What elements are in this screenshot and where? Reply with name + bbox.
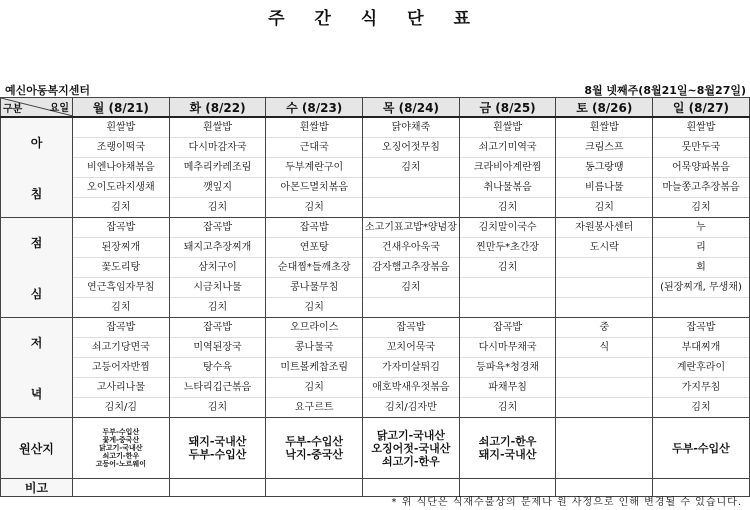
menu-cell <box>556 117 653 218</box>
remark-cell <box>169 479 266 497</box>
page-title: 주 간 식 단 표 <box>268 9 482 29</box>
origin-cell <box>459 418 556 479</box>
menu-item: 계란후라이 <box>653 358 749 378</box>
menu-item: 잡곡밥 <box>73 318 169 338</box>
menu-item: 김치 <box>691 402 711 413</box>
menu-cell <box>169 117 266 218</box>
menu-cell <box>459 117 556 218</box>
meal-body <box>1 117 750 418</box>
day-header: 월 (8/21) <box>73 98 170 118</box>
menu-item: 꼬치어묵국 <box>363 338 459 358</box>
origin-item: 쇠고기-한우 <box>102 452 140 460</box>
menu-item: 중 <box>556 318 652 338</box>
menu-item: 자원봉사센터 <box>556 218 652 238</box>
menu-item: 김치 <box>207 202 228 213</box>
menu-item <box>363 178 459 198</box>
menu-item: 부대찌개 <box>653 338 749 358</box>
menu-item: 김치 <box>363 158 459 178</box>
menu-item: 콩나물무침 <box>266 278 362 298</box>
menu-item <box>653 298 749 317</box>
menu-cell <box>266 318 363 418</box>
meal-label-top: 저 <box>30 335 43 350</box>
menu-item: 흰쌀밥 <box>266 118 362 138</box>
day-header: 토 (8/26) <box>556 98 653 118</box>
origin-item: 꽃게-중국산 <box>102 436 140 444</box>
menu-item: 흰쌀밥 <box>653 118 749 138</box>
menu-item: 미역된장국 <box>170 338 266 358</box>
meal-row <box>1 117 750 218</box>
meal-label-bottom: 침 <box>30 186 43 201</box>
menu-item: 김치 <box>304 202 324 213</box>
menu-item: 김치 <box>111 302 131 313</box>
menu-item: 식 <box>556 338 652 358</box>
menu-item: 콩나물국 <box>266 338 362 358</box>
meal-label-top: 점 <box>30 235 43 250</box>
menu-item: 시금치나물 <box>170 278 266 298</box>
origin-cell <box>556 418 653 479</box>
menu-item: 크라비아계란찜 <box>460 158 556 178</box>
menu-item: 애호박새우젓볶음 <box>363 378 459 398</box>
menu-cell <box>169 218 266 318</box>
menu-cell <box>73 318 170 418</box>
menu-item: 어묵양파볶음 <box>653 158 749 178</box>
meal-row <box>1 318 750 418</box>
menu-item: 탕수육 <box>170 358 266 378</box>
menu-item: 잡곡밥 <box>266 218 362 238</box>
menu-item: 고사리나물 <box>73 378 169 398</box>
origin-item: 두부-수입산 <box>188 448 247 461</box>
remark-cell <box>73 479 170 497</box>
menu-item: 잡곡밥 <box>170 318 266 338</box>
menu-item <box>556 358 652 378</box>
menu-item: 마늘쫑고추장볶음 <box>653 178 749 198</box>
menu-item: 잡곡밥 <box>363 318 459 338</box>
menu-item: 오므라이스 <box>266 318 362 338</box>
menu-item: 누 <box>653 218 749 238</box>
menu-item: 돼지고추장찌개 <box>170 238 266 258</box>
menu-item: 가지무침 <box>653 378 749 398</box>
day-header: 금 (8/25) <box>459 98 556 118</box>
menu-item: 조랭이떡국 <box>73 138 169 158</box>
meal-label <box>1 117 73 218</box>
footnote: * 위 식단은 식재수불상의 문제나 원 사정으로 인해 변경될 수 있습니다. <box>391 497 742 508</box>
menu-item: 흰쌀밥 <box>170 118 266 138</box>
menu-item <box>556 258 652 278</box>
menu-item: 비엔나야채볶음 <box>73 158 169 178</box>
origin-item: 두부-수입산 <box>102 428 140 436</box>
day-header: 일 (8/27) <box>653 98 750 118</box>
day-header: 목 (8/24) <box>363 98 460 118</box>
menu-item <box>556 378 652 398</box>
menu-item: 리 <box>653 238 749 258</box>
origin-item: 두부-수입산 <box>285 435 344 448</box>
origin-item: 낙지-중국산 <box>285 448 344 461</box>
menu-item: 꽃도리탕 <box>73 258 169 278</box>
menu-item: 김치/김자반 <box>385 402 437 413</box>
menu-cell <box>363 117 460 218</box>
menu-item: 김치 <box>497 202 518 213</box>
remark-cell <box>266 479 363 497</box>
menu-item: 도시락 <box>556 238 652 258</box>
origin-item: 닭고기-국내산 <box>99 444 143 452</box>
menu-item: 미트볼케찹조림 <box>266 358 362 378</box>
menu-cell <box>363 318 460 418</box>
origin-label: 원산지 <box>1 418 73 479</box>
menu-item: 닭야채죽 <box>363 118 459 138</box>
origin-item: 쇠고기-한우 <box>478 435 537 448</box>
menu-item <box>556 298 652 317</box>
menu-item: 김치말이국수 <box>460 218 556 238</box>
menu-item: 파채무침 <box>460 378 556 398</box>
origin-cell <box>266 418 363 479</box>
menu-item: 김치 <box>266 378 362 398</box>
menu-item: 다시마무채국 <box>460 338 556 358</box>
menu-cell <box>266 117 363 218</box>
menu-cell <box>653 117 750 218</box>
menu-item: 김치 <box>207 402 228 413</box>
menu-item: 취나물볶음 <box>460 178 556 198</box>
menu-item: 연근흑임자무침 <box>73 278 169 298</box>
origin-item: 돼지-국내산 <box>188 435 247 448</box>
menu-item: 잡곡밥 <box>73 218 169 238</box>
menu-item: 근대국 <box>266 138 362 158</box>
menu-item <box>363 198 459 217</box>
menu-item <box>363 298 459 317</box>
menu-item: 김치 <box>111 202 131 213</box>
menu-cell <box>363 218 460 318</box>
menu-item: 다시마감자국 <box>170 138 266 158</box>
menu-cell <box>556 218 653 318</box>
menu-item: 감자햄고추장볶음 <box>363 258 459 278</box>
menu-item: 느타리깁근볶음 <box>170 378 266 398</box>
menu-cell <box>556 318 653 418</box>
menu-item <box>556 398 652 417</box>
menu-item: 동그랑땡 <box>556 158 652 178</box>
origin-item: 고등어-노르웨이 <box>95 460 146 468</box>
menu-item: 가자미살튀김 <box>363 358 459 378</box>
menu-item: 순대찜*들깨초장 <box>266 258 362 278</box>
header-corner <box>1 98 73 118</box>
menu-item: 비름나물 <box>556 178 652 198</box>
menu-item: 오이도라지생채 <box>73 178 169 198</box>
menu-item: 김치 <box>460 258 556 278</box>
meal-label <box>1 218 73 318</box>
menu-item: 소고기표고밥*양념장 <box>363 218 459 238</box>
menu-item: 잡곡밥 <box>460 318 556 338</box>
origin-item: 쇠고기-한우 <box>382 454 440 468</box>
header-label-right: 요일 <box>49 103 69 114</box>
origin-item: 두부-수입산 <box>672 441 730 455</box>
menu-item: 두부계란구이 <box>266 158 362 178</box>
menu-item <box>460 278 556 298</box>
menu-item: 건새우아욱국 <box>363 238 459 258</box>
menu-item: 흰쌀밥 <box>460 118 556 138</box>
menu-item: 등파육*청경채 <box>460 358 556 378</box>
menu-item: 김치 <box>304 302 324 313</box>
menu-item: 뭇만두국 <box>653 138 749 158</box>
origin-item: 오징어젓-국내산 <box>371 441 451 455</box>
origin-cell <box>653 418 750 479</box>
menu-item: 잡곡밥 <box>170 218 266 238</box>
menu-item: 연포탕 <box>266 238 362 258</box>
menu-cell <box>169 318 266 418</box>
menu-item: 아몬드멸치볶음 <box>266 178 362 198</box>
menu-item: (된장찌개, 무생채) <box>653 278 749 298</box>
header-label-left: 구분 <box>3 104 23 115</box>
menu-cell <box>73 117 170 218</box>
menu-cell <box>459 218 556 318</box>
menu-item: 김치 <box>497 402 518 413</box>
menu-item: 흰쌀밥 <box>556 118 652 138</box>
header-row <box>1 98 750 118</box>
menu-item: 크림스프 <box>556 138 652 158</box>
origin-cell <box>363 418 460 479</box>
origin-cell <box>169 418 266 479</box>
origin-item: 닭고기-국내산 <box>376 428 446 442</box>
menu-item: 쇠고기미역국 <box>460 138 556 158</box>
week-range: 8월 넷째주(8월21일~8월27일) <box>584 84 746 97</box>
menu-item <box>556 278 652 298</box>
menu-item: 쇠고기당면국 <box>73 338 169 358</box>
menu-item: 김치 <box>691 202 711 213</box>
meal-label-top: 아 <box>30 135 43 150</box>
menu-cell <box>266 218 363 318</box>
menu-cell <box>653 218 750 318</box>
menu-cell <box>73 218 170 318</box>
menu-table <box>0 97 750 497</box>
meal-label-bottom: 심 <box>30 286 43 301</box>
menu-item: 김치 <box>363 278 459 298</box>
menu-item: 깻잎지 <box>170 178 266 198</box>
menu-item: 김치 <box>594 202 614 213</box>
menu-item: 김치 <box>207 302 228 313</box>
center-name: 예신아동복지센터 <box>5 84 91 97</box>
menu-item: 흰쌀밥 <box>73 118 169 138</box>
origin-cell <box>73 418 170 479</box>
day-header: 화 (8/22) <box>169 98 266 118</box>
menu-item: 오징어젓무침 <box>363 138 459 158</box>
day-header: 수 (8/23) <box>266 98 363 118</box>
remark-label: 비고 <box>1 479 73 497</box>
origin-row <box>1 418 750 479</box>
meal-label <box>1 318 73 418</box>
menu-cell <box>653 318 750 418</box>
menu-item: 잡곡밥 <box>653 318 749 338</box>
menu-item: 된장찌개 <box>73 238 169 258</box>
menu-item <box>460 298 556 317</box>
menu-item: 회 <box>653 258 749 278</box>
menu-item: 메추리카레조림 <box>170 158 266 178</box>
menu-item: 김치/김 <box>104 402 138 413</box>
menu-item: 삼치구이 <box>170 258 266 278</box>
menu-item: 요구르트 <box>294 402 334 413</box>
meal-row <box>1 218 750 318</box>
menu-item: 고등어자반찜 <box>73 358 169 378</box>
menu-item: 찐만두*초간장 <box>460 238 556 258</box>
origin-item: 돼지-국내산 <box>478 448 537 461</box>
meal-label-bottom: 녁 <box>30 386 43 401</box>
menu-cell <box>459 318 556 418</box>
